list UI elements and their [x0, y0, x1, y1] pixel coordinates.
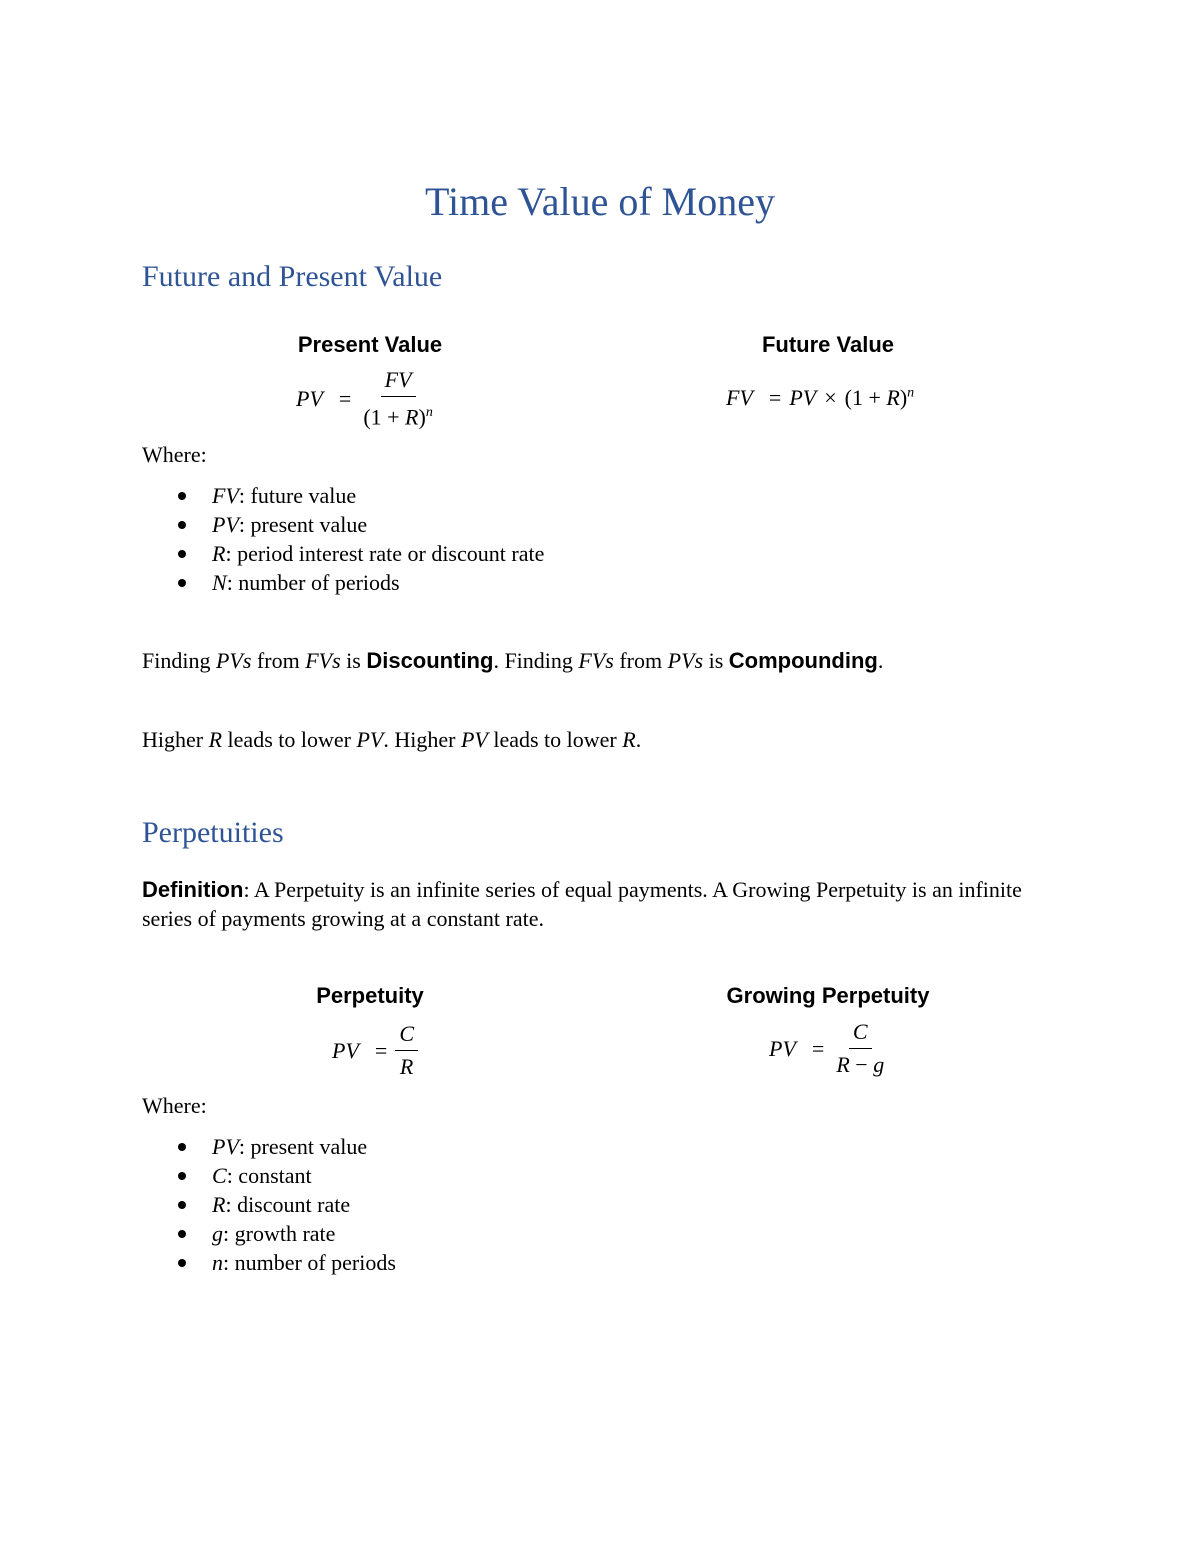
formula-fraction	[832, 1018, 888, 1079]
discounting-sentence: Finding PVs from FVs is Discounting. Finding FVs from PVs is Compounding.	[142, 648, 884, 673]
list-item: FV: future value	[142, 481, 544, 510]
formula-growth: $(1 + R)^n$	[844, 385, 915, 410]
definition-label: Definition	[142, 877, 244, 902]
list-item: PV: present value	[142, 510, 544, 539]
formula-lhs: PV	[769, 1035, 796, 1061]
list-item: C: constant	[142, 1161, 396, 1190]
variable-list-2	[142, 1132, 396, 1277]
formula-equals: =	[768, 385, 782, 410]
rate-relationship-sentence: Higher R leads to lower PV. Higher PV leads to lower R.	[142, 727, 642, 752]
formula-equals: =	[338, 385, 352, 411]
page-title: Time Value of Money	[425, 179, 775, 224]
present-value-label: Present Value	[297, 332, 443, 357]
formula-fraction	[359, 366, 437, 431]
formula-equals: =	[374, 1037, 388, 1063]
perpetuity-label: Perpetuity	[316, 983, 424, 1008]
list-item: PV: present value	[142, 1132, 396, 1161]
future-value-formula	[726, 385, 914, 411]
formula-numerator: C	[395, 1020, 418, 1051]
list-item: R: discount rate	[142, 1190, 396, 1219]
formula-lhs: FV	[726, 385, 753, 410]
list-item: n: number of periods	[142, 1248, 396, 1277]
formula-times: ×	[824, 385, 837, 410]
formula-lhs: PV	[296, 385, 323, 411]
present-value-formula	[296, 366, 437, 431]
growing-perpetuity-label: Growing Perpetuity	[726, 983, 930, 1008]
definition-paragraph: Definition: A Perpetuity is an infinite series of equal payments. A Growing Perpetuity is an infinite series of payments growing at a constant rate.	[142, 877, 1022, 931]
formula-fraction	[395, 1020, 418, 1081]
formula-numerator: FV	[381, 366, 416, 397]
formula-denominator: $(1 + R)^n$	[363, 404, 433, 430]
section-heading-perpetuities: Perpetuities	[142, 816, 284, 849]
perpetuity-formula	[332, 1020, 418, 1081]
variable-list-1	[142, 481, 544, 597]
formula-denominator: R − g	[836, 1052, 885, 1077]
where-label-2: Where:	[142, 1093, 207, 1118]
list-item: R: period interest rate or discount rate	[142, 539, 544, 568]
formula-equals: =	[811, 1035, 825, 1061]
list-item: g: growth rate	[142, 1219, 396, 1248]
formula-denominator: R	[399, 1054, 414, 1079]
formula-lhs: PV	[332, 1037, 359, 1063]
formula-pv: PV	[789, 385, 817, 410]
list-item: N: number of periods	[142, 568, 544, 597]
section-heading-future-present: Future and Present Value	[142, 260, 443, 293]
growing-perpetuity-formula	[769, 1018, 888, 1079]
where-label-1: Where:	[142, 442, 207, 467]
formula-numerator: C	[849, 1018, 872, 1049]
future-value-label: Future Value	[761, 332, 895, 357]
